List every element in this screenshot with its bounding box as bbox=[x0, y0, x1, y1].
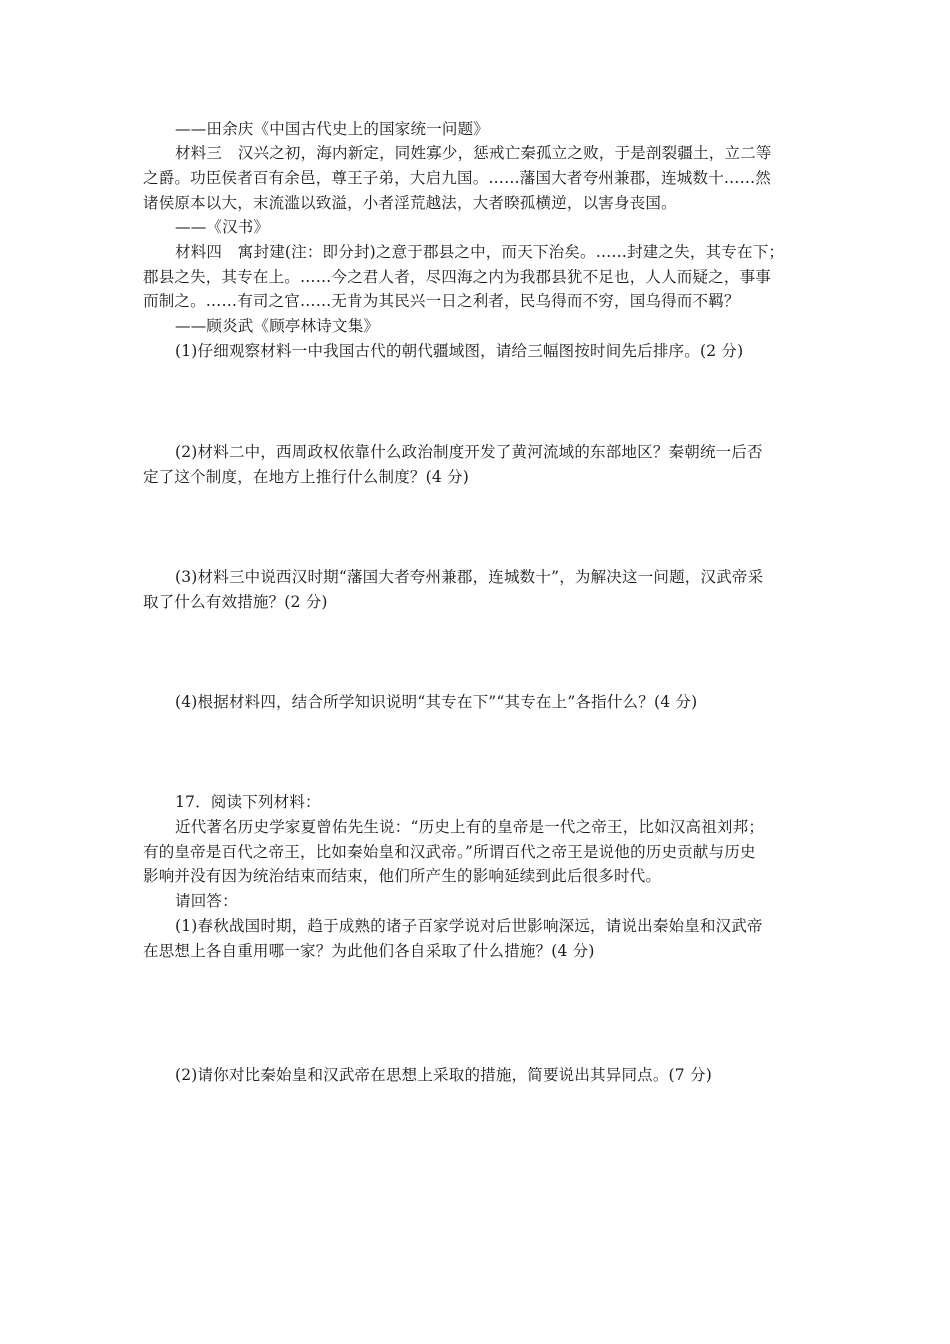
q16-part3-line1: (3)材料三中说西汉时期“藩国大者夸州兼郡，连城数十”，为解决这一问题，汉武帝采 bbox=[175, 568, 764, 586]
q17-part2: (2)请你对比秦始皇和汉武帝在思想上采取的措施，简要说出其异同点。(7 分) bbox=[175, 1066, 712, 1084]
q16-part2-line2: 定了这个制度，在地方上推行什么制度？(4 分) bbox=[143, 468, 469, 486]
q16-part4: (4)根据材料四，结合所学知识说明“其专在下”“其专在上”各指什么？(4 分) bbox=[175, 693, 698, 711]
q17-material-line1: 近代著名历史学家夏曾佑先生说：“历史上有的皇帝是一代之帝王，比如汉高祖刘邦； bbox=[175, 818, 765, 836]
q16-part1: (1)仔细观察材料一中我国古代的朝代疆域图，请给三幅图按时间先后排序。(2 分) bbox=[175, 342, 744, 360]
q16-part2-line1: (2)材料二中，西周政权依靠什么政治制度开发了黄河流域的东部地区？秦朝统一后否 bbox=[175, 443, 763, 461]
material4-source: ——顾炎武《顾亭林诗文集》 bbox=[175, 317, 380, 335]
source-tian-yuqing: ——田余庆《中国古代史上的国家统一问题》 bbox=[175, 120, 490, 138]
material3-line1: 材料三 汉兴之初，海内新定，同姓寡少，惩戒亡秦孤立之败，于是剖裂疆土，立二等 bbox=[175, 144, 772, 162]
material3-source: ——《汉书》 bbox=[175, 218, 270, 236]
material3-line2: 之爵。功臣侯者百有余邑，尊王子弟，大启九国。……藩国大者夸州兼郡，连城数十……然 bbox=[143, 169, 772, 187]
q17-title: 17．阅读下列材料： bbox=[175, 793, 321, 811]
material3-line3: 诸侯原本以大，末流滥以致溢，小者淫荒越法，大者睽孤横逆，以害身丧国。 bbox=[143, 194, 677, 212]
q17-part1-line2: 在思想上各自重用哪一家？为此他们各自采取了什么措施？(4 分) bbox=[143, 942, 595, 960]
material4-line1: 材料四 寓封建(注：即分封)之意于郡县之中，而天下治矣。……封建之失，其专在下； bbox=[175, 243, 785, 261]
q17-part1-line1: (1)春秋战国时期，趋于成熟的诸子百家学说对后世影响深远，请说出秦始皇和汉武帝 bbox=[175, 917, 763, 935]
q17-ask: 请回答： bbox=[175, 892, 238, 910]
material4-line2: 郡县之失，其专在上。……今之君人者，尽四海之内为我郡县犹不足也，人人而疑之，事事 bbox=[143, 268, 772, 286]
q17-material-line3: 影响并没有因为统治结束而结束，他们所产生的影响延续到此后很多时代。 bbox=[143, 867, 662, 885]
q17-material-line2: 有的皇帝是百代之帝王，比如秦始皇和汉武帝。”所谓百代之帝王是说他的历史贡献与历史 bbox=[143, 843, 756, 861]
q16-part3-line2: 取了什么有效措施？(2 分) bbox=[143, 593, 328, 611]
material4-line3: 而制之。……有司之官……无肯为其民兴一日之利者，民乌得而不穷，国乌得而不羁？ bbox=[143, 292, 740, 310]
